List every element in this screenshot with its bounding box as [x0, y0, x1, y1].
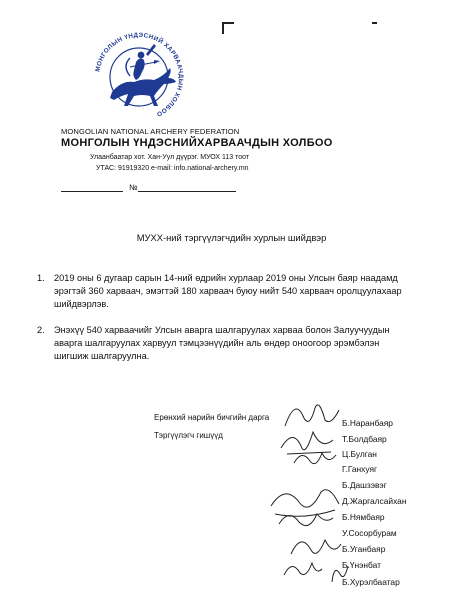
number-blank	[138, 190, 236, 192]
reference-line	[61, 183, 236, 192]
logo-ring-text: МОНГОЛЫН ҮНДЭСНИЙ ХАРВААЧДЫН ХОЛБОО	[94, 31, 185, 118]
role-secretary: Ерөнхий нарийн бичгийн дарга	[154, 413, 270, 422]
signatory-name: Т.Болдбаяр	[342, 434, 387, 444]
signatory-name: Д.Жаргалсайхан	[342, 496, 407, 506]
signatory-name: Б.Үнэнбат	[342, 560, 381, 570]
item-number: 2.	[37, 325, 45, 335]
signature-scribble	[275, 506, 335, 532]
archer-horse-icon	[110, 44, 176, 106]
signatory-name: Б.Уганбаяр	[342, 544, 386, 554]
signatory-name: Б.Наранбаяр	[342, 418, 393, 428]
item-number: 1.	[37, 273, 45, 283]
federation-logo	[84, 22, 194, 132]
signatory-name: Г.Ганхуяг	[342, 464, 378, 474]
item-line: Энэхүү 540 харваачийг Улсын аварга шалгаруулах харваа болон Залуучуудын	[54, 325, 390, 335]
list-item	[37, 272, 434, 311]
item-line: аварга шалгаруулах харвуул тэмцээнүүдийн аль өндөр оноогоор эрэмбэлэн	[54, 338, 380, 348]
item-line: шийдвэрлэв.	[54, 299, 109, 309]
org-name-english: MONGOLIAN NATIONAL ARCHERY FEDERATION	[61, 127, 240, 136]
item-line: шигшиж шалгаруулна.	[54, 351, 150, 361]
list-item	[37, 324, 434, 363]
item-line: эрэгтэй 360 харваач, эмэгтэй 180 харваач буюу нийт 540 харваач оролцуулахаар	[54, 286, 402, 296]
date-blank	[61, 190, 123, 192]
document-title: МУХХ-ний тэргүүлэгчдийн хурлын шийдвэр	[136, 232, 327, 243]
signatory-name: У.Сосорбурам	[342, 528, 397, 538]
corner-mark-right	[372, 22, 377, 29]
org-address: Улаанбаатар хот. Хан-Уул дүүрэг. МУОХ 113 тоот	[90, 154, 250, 161]
signature-scribble	[280, 555, 325, 583]
role-members: Тэргүүлэгч гишүүд	[154, 431, 223, 440]
org-name-mongolian: МОНГОЛЫН ҮНДЭСНИЙХАРВААЧДЫН ХОЛБОО	[61, 137, 333, 149]
signatory-name: Б.Хурэлбаатар	[342, 577, 400, 587]
signatory-name: Б.Дашзэвэг	[342, 480, 387, 490]
corner-mark-left	[222, 22, 234, 34]
signature-scribble	[290, 445, 340, 471]
signatory-name: Б.Нямбаяр	[342, 512, 385, 522]
signatory-name: Ц.Булган	[342, 449, 377, 459]
org-contact: УТАС: 91919320 e-mail: info.national-archery.mn	[96, 165, 249, 172]
number-sign: №	[129, 183, 138, 192]
item-line: 2019 оны 6 дугаар сарын 14-ний өдрийн хурлаар 2019 оны Улсын баяр наадамд	[54, 273, 398, 283]
